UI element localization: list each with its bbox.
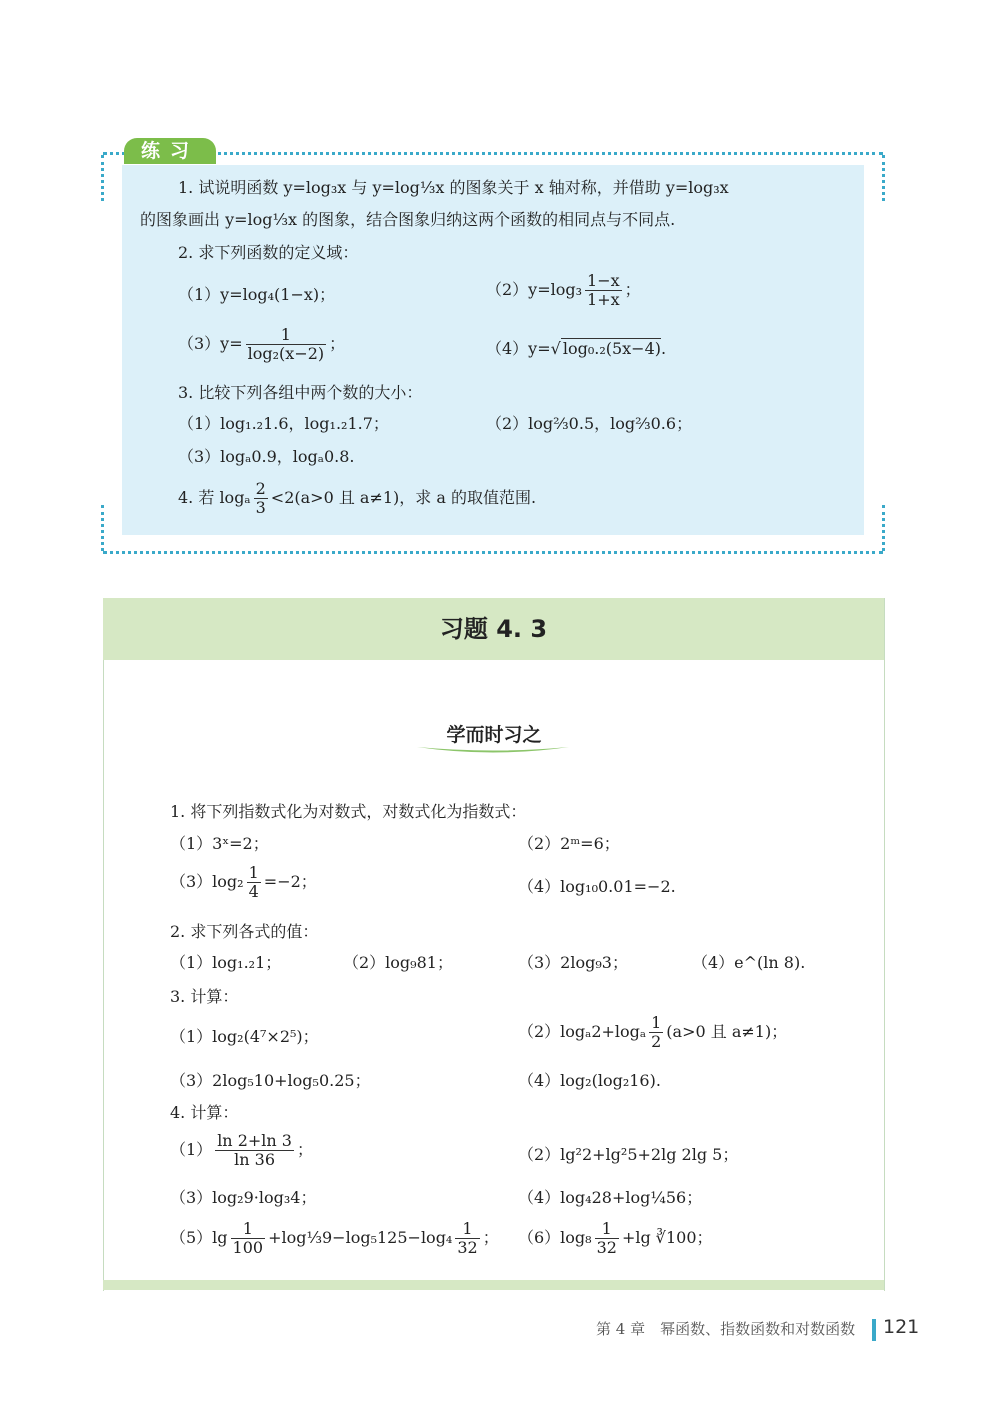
- practice-q1-line2: 的图象画出 y=log⅓x 的图象，结合图象归纳这两个函数的相同点与不同点.: [140, 210, 676, 229]
- exercise-p2-4: （4）e^(ln 8).: [692, 953, 806, 972]
- exercise-p1-4: （4）log₁₀0.01=−2.: [518, 877, 676, 896]
- footer-divider: [872, 1319, 876, 1341]
- page-number: 121: [883, 1316, 920, 1338]
- exercise-p2-2: （2）log₉81；: [343, 953, 453, 972]
- practice-q3: 3. 比较下列各组中两个数的大小：: [178, 383, 423, 402]
- exercise-p1-3: （3）log₂ $\frac{1}{4}$ =−2；: [170, 863, 317, 901]
- exercise-p2-3: （3）2log₉3；: [518, 953, 628, 972]
- exercise-p4-1: （1） $\frac{\ln 2+\ln 3}{\ln 36}$ ；: [170, 1131, 313, 1169]
- practice-q3-3: （3）logₐ0.9，logₐ0.8.: [178, 447, 355, 466]
- practice-q2-1: （1）y=log₄(1−x)；: [178, 285, 336, 304]
- exercise-title: 习题 4. 3: [439, 615, 548, 643]
- practice-q1-line1: 1. 试说明函数 y=log₃x 与 y=log⅓x 的图象关于 x 轴对称，并借助 y=log₃x: [178, 178, 729, 197]
- exercise-header: [103, 598, 884, 660]
- exercise-p1: 1. 将下列指数式化为对数式，对数式化为指数式：: [170, 802, 527, 821]
- exercise-p4-4: （4）log₄28+log¼56；: [518, 1188, 703, 1207]
- exercise-p4: 4. 计算：: [170, 1103, 239, 1122]
- practice-tab: 练习: [124, 138, 216, 164]
- exercise-subheading: 学而时习之: [446, 724, 542, 746]
- exercise-p4-3: （3）log₂9·log₃4；: [170, 1188, 317, 1207]
- practice-q2-2: （2）y=log₃ $\frac{1-x}{1+x}$ ；: [486, 271, 641, 309]
- exercise-p1-1: （1）3ˣ=2；: [170, 834, 269, 853]
- practice-q3-1: （1）log₁.₂1.6，log₁.₂1.7；: [178, 414, 389, 433]
- subheading-ribbon: [413, 744, 573, 756]
- exercise-p3-4: （4）log₂(log₂16).: [518, 1071, 661, 1090]
- exercise-p1-2: （2）2ᵐ=6；: [518, 834, 620, 853]
- exercise-p3-2: （2）logₐ2+logₐ $\frac{1}{2}$ (a>0 且 a≠1)；: [518, 1013, 788, 1051]
- practice-q2-4: （4）y=√ log₀.₂(5x−4).: [486, 339, 667, 358]
- exercise-p3-1: （1）log₂(4⁷×2⁵)；: [170, 1027, 319, 1046]
- exercise-p4-5: （5）lg $\frac{1}{100}$ +log⅓9−log₅125−log₄ $\frac{1}{32}$ ；: [170, 1219, 499, 1257]
- exercise-p2-1: （1）log₁.₂1；: [170, 953, 282, 972]
- exercise-p4-6: （6）log₈ $\frac{1}{32}$ +lg ∛100；: [518, 1219, 713, 1257]
- practice-q2-3: （3）y= $\frac{1}{\text{log₂(x−2)}}$ ；: [178, 325, 346, 363]
- exercise-p4-2: （2）lg²2+lg²5+2lg 2lg 5；: [518, 1145, 739, 1164]
- chapter-title: 第 4 章 幂函数、指数函数和对数函数: [596, 1320, 856, 1338]
- exercise-footer-bar: [103, 1280, 884, 1290]
- exercise-p3-3: （3）2log₅10+log₅0.25；: [170, 1071, 371, 1090]
- exercise-p2: 2. 求下列各式的值：: [170, 922, 319, 941]
- practice-q4: 4. 若 logₐ $\frac{2}{3}$ <2(a>0 且 a≠1)，求 a 的取值范围.: [178, 479, 537, 517]
- exercise-p3: 3. 计算：: [170, 987, 239, 1006]
- practice-q3-2: （2）log⅔0.5，log⅔0.6；: [486, 414, 693, 433]
- practice-q2: 2. 求下列函数的定义域：: [178, 243, 359, 262]
